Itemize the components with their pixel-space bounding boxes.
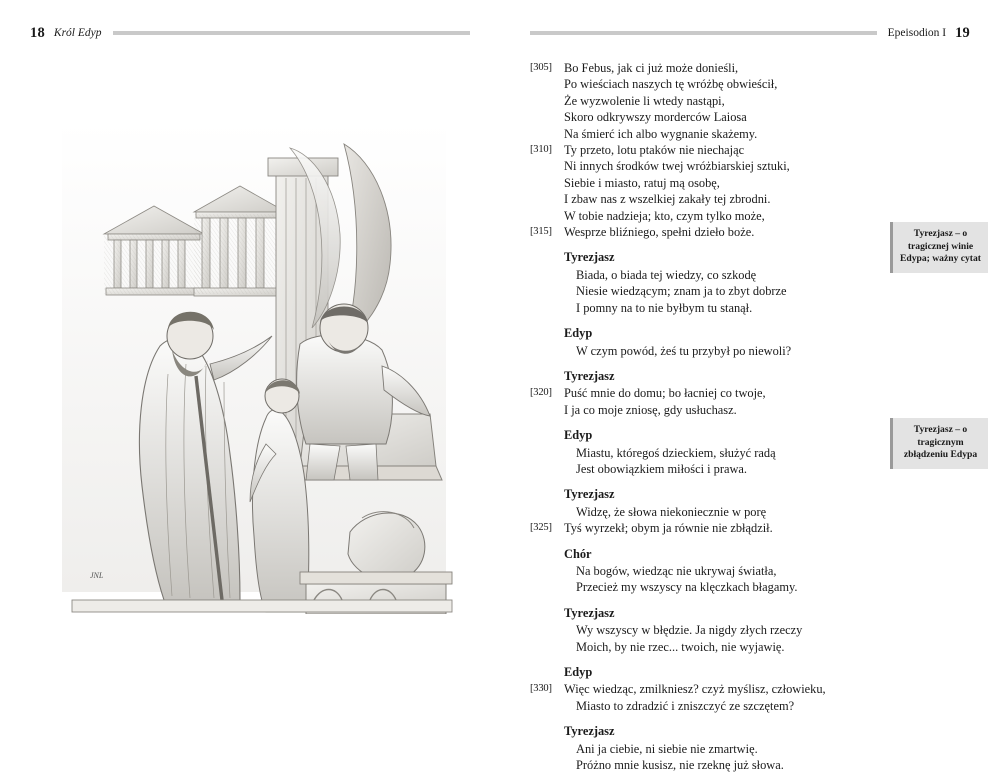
page-number-left: 18 [30,24,45,41]
speaker-name: Tyrezjasz [564,368,615,383]
engraving-oedipus-and-teiresias [44,114,464,614]
running-head-left [30,22,470,44]
verse-line [530,520,890,536]
margin-note: Tyrezjasz – o tragicznej winie Edypa; ważny cytat [890,222,988,273]
verse-line [530,681,890,697]
speaker-name: Edyp [564,665,593,679]
verse-line [530,622,890,638]
verse-block [530,249,890,316]
line-text: Miastu, któregoś dzieckiem, służyć radą [576,445,776,460]
line-text: Po wieściach naszych tę wróżbę obwieścił, [564,77,778,92]
verse-line [530,109,890,125]
verse-line [530,461,890,477]
line-text: Miasto to zdradzić i zniszczyć ze szczętem? [576,698,795,713]
verse-line [530,343,890,359]
line-text: Na bogów, wiedząc nie ukrywaj światła, [576,563,777,578]
line-text: Próżno mnie kusisz, nie rzeknę już słowa. [576,758,784,773]
verse-line [530,191,890,207]
line-text: I ja co moje zniosę, gdy usłuchasz. [564,402,737,417]
line-text: Siebie i miasto, ratuj mą osobę, [564,175,720,190]
line-text: Ani ja ciebie, ni siebie nie zmartwię. [576,741,758,756]
speaker-name: Tyrezjasz [564,487,615,502]
verse-block [530,368,890,418]
line-text: W tobie nadzieja; kto, czym tylko może, [564,208,765,223]
verse-line [530,224,890,240]
line-text: Na śmierć ich albo wygnanie skażemy. [564,126,758,141]
line-text: Ni innych środków twej wróżbiarskiej sztuki, [564,159,790,174]
verse-line [530,402,890,418]
verse-line [530,579,890,595]
illustration-figure [44,114,464,614]
verse-line [530,76,890,92]
line-text: Ty przeto, lotu ptaków nie niechając [564,143,745,158]
page-number-right: 19 [955,24,970,41]
line-text: Więc wiedząc, zmilkniesz? czyż myślisz, człowieku, [564,682,826,697]
line-text: Przecież my wszyscy na klęczkach błagamy. [576,580,798,595]
line-text: Widzę, że słowa niekoniecznie w porę [576,504,767,519]
verse-block [530,325,890,359]
speaker-name: Tyrezjasz [564,605,615,620]
verse-line [530,93,890,109]
speaker-name: Chór [564,546,592,561]
line-number: [305] [530,62,552,73]
verse-line [530,504,890,520]
header-rule-right [530,31,877,35]
verse-line [530,208,890,224]
verse-line [530,300,890,316]
line-text: Jest obowiązkiem miłości i prawa. [576,461,748,476]
verse-line [530,267,890,283]
line-text: Tyś wyrzekł; obym ja równie nie zbłądził. [564,521,773,536]
speaker-name: Edyp [564,428,593,443]
line-text: Biada, o biada tej wiedzy, co szkodę [576,267,757,282]
header-rule-left [113,31,470,35]
verse-line [530,563,890,579]
line-text: Że wyzwolenie li wtedy nastąpi, [564,93,725,108]
line-number: [325] [530,522,552,534]
verse-line [530,126,890,142]
verse-block [530,605,890,655]
line-number: [320] [530,387,552,399]
verse-line [530,158,890,174]
verse-block [530,427,890,477]
verse-line [530,283,890,299]
verse-line [530,639,890,655]
right-page [500,0,1000,773]
line-number: [310] [530,144,552,156]
left-page [0,0,500,712]
line-text: I zbaw nas z wszelkiej zakały tej zbrodni. [564,192,771,207]
line-text: Bo Febus, jak ci już może donieśli, [564,61,739,75]
speaker-name: Edyp [564,326,593,341]
verse-block [530,546,890,596]
speaker-name: Tyrezjasz [564,724,615,739]
line-text: I pomny na to nie byłbym tu stanął. [576,300,753,315]
line-text: Skoro odkrywszy morderców Laiosa [564,110,747,125]
verse-block [530,664,890,714]
running-title-left: Król Edyp [53,27,102,39]
verse-line [530,741,890,757]
verse-block [530,60,890,240]
verse-line [530,445,890,461]
verse-line [530,757,890,773]
running-head-right [530,22,970,44]
running-title-right: Epeisodion I [887,27,947,39]
verse-line [530,175,890,191]
line-text: Wy wszyscy w błędzie. Ja nigdy złych rzeczy [576,623,803,638]
verse-block [530,486,890,536]
illustration-signature: JNL [90,571,104,580]
verse-line [530,385,890,401]
margin-note: Tyrezjasz – o tragicznym zbłądzeniu Edypa [890,418,988,469]
line-number: [315] [530,226,552,238]
verse-block [530,723,890,773]
line-text: Moich, by nie rzec... twoich, nie wyjawię. [576,639,785,654]
line-number: [330] [530,683,552,695]
line-text: Puść mnie do domu; bo łacniej co twoje, [564,386,766,401]
line-text: Niesie wiedzącym; znam ja to zbyt dobrze [576,284,787,299]
line-text: W czym powód, żeś tu przybył po niewoli? [576,343,792,358]
verse-line [530,142,890,158]
verse-column [530,60,890,773]
speaker-name: Tyrezjasz [564,250,615,265]
verse-line [530,60,890,76]
line-text: Wesprze bliźniego, spełni dzieło boże. [564,225,755,240]
